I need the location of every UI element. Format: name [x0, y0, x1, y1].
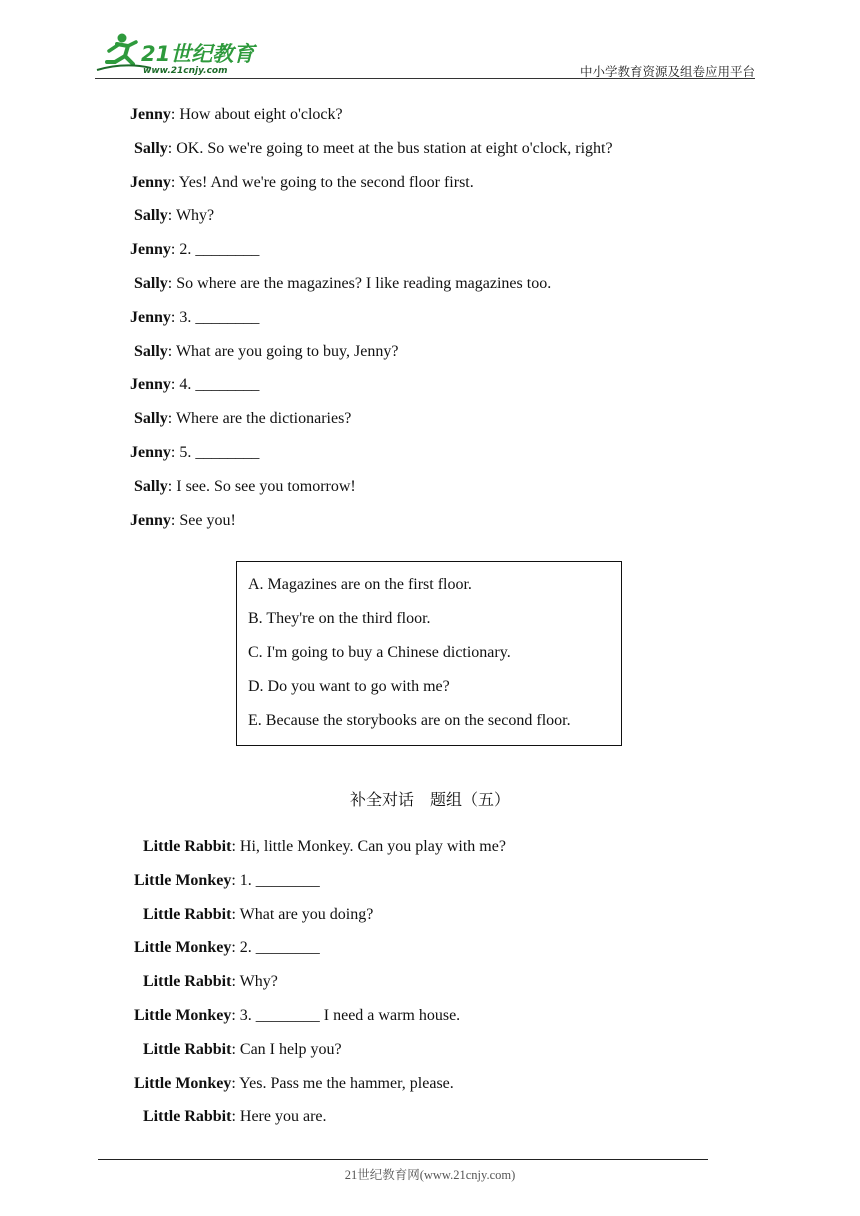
- dialogue-text: : What are you going to buy, Jenny?: [167, 342, 399, 360]
- header-divider: [95, 78, 755, 79]
- speaker-name: Little Rabbit: [143, 973, 232, 991]
- dialogue-text: : Where are the dictionaries?: [167, 410, 352, 428]
- speaker-name: Sally: [134, 342, 168, 360]
- dialogue-text: : 4. ________: [170, 376, 260, 394]
- dialogue-line: [143, 905, 373, 925]
- dialogue-line: [143, 1040, 342, 1060]
- option-a: A. Magazines are on the first floor.: [248, 576, 472, 593]
- dialogue-text: : Yes! And we're going to the second floor first.: [170, 173, 474, 191]
- speaker-name: Sally: [134, 275, 168, 292]
- dialogue-text: : So where are the magazines? I like reading magazines too.: [167, 275, 552, 292]
- speaker-name: Jenny: [130, 511, 171, 529]
- dialogue-text: : How about eight o'clock?: [170, 106, 343, 123]
- logo-sub-text: www.21cnjy.com: [143, 66, 228, 76]
- logo-runner-icon: [95, 32, 260, 76]
- speaker-name: Little Monkey: [134, 1074, 232, 1092]
- dialogue-line: [134, 938, 320, 958]
- dialogue-line: [130, 240, 259, 260]
- speaker-name: Little Rabbit: [143, 1108, 232, 1126]
- dialogue-line: [134, 274, 551, 294]
- page-header: [95, 28, 755, 78]
- dialogue-text: : Hi, little Monkey. Can you play with me?: [231, 838, 506, 855]
- dialogue-text: : Why?: [231, 973, 278, 991]
- dialogue-line: [134, 139, 613, 159]
- options-box: [236, 561, 622, 746]
- speaker-name: Little Monkey: [134, 1007, 232, 1024]
- footer-text: 21世纪教育网(www.21cnjy.com): [344, 1168, 516, 1182]
- speaker-name: Little Rabbit: [143, 838, 232, 855]
- dialogue-text: : 2. ________: [231, 939, 320, 957]
- speaker-name: Sally: [134, 410, 168, 428]
- logo-main-text: 21世纪教育: [141, 42, 255, 66]
- speaker-name: Jenny: [130, 173, 171, 191]
- footer-divider: [98, 1159, 708, 1160]
- speaker-name: Jenny: [130, 444, 171, 461]
- dialogue-text: : Can I help you?: [231, 1040, 342, 1058]
- dialogue-text: : 5. ________: [170, 444, 260, 461]
- dialogue-line: [130, 173, 474, 193]
- option-b: B. They're on the third floor.: [248, 610, 431, 627]
- speaker-name: Little Monkey: [134, 871, 232, 889]
- dialogue-text: : 2. ________: [170, 241, 260, 259]
- dialogue-text: : 3. ________ I need a warm house.: [231, 1007, 461, 1024]
- speaker-name: Sally: [134, 139, 168, 157]
- dialogue-line: [143, 972, 278, 992]
- dialogue-line: [134, 1006, 460, 1026]
- speaker-name: Little Rabbit: [143, 1040, 232, 1058]
- dialogue-line: [130, 308, 259, 328]
- dialogue-line: [143, 1107, 327, 1127]
- dialogue-line: [130, 443, 259, 463]
- dialogue-line: [134, 1074, 454, 1094]
- dialogue-line: [134, 871, 320, 891]
- dialogue-text: : Why?: [167, 207, 215, 225]
- speaker-name: Jenny: [130, 308, 171, 326]
- dialogue-line: [130, 511, 236, 531]
- speaker-name: Sally: [134, 207, 168, 225]
- dialogue-text: : What are you doing?: [231, 905, 374, 923]
- dialogue-text: : Here you are.: [231, 1108, 327, 1126]
- dialogue-text: : 3. ________: [170, 308, 260, 326]
- option-c: C. I'm going to buy a Chinese dictionary.: [248, 644, 511, 661]
- dialogue-text: : I see. So see you tomorrow!: [167, 477, 356, 495]
- dialogue-text: : Yes. Pass me the hammer, please.: [231, 1074, 454, 1092]
- dialogue-text: : 1. ________: [231, 871, 320, 889]
- option-d: D. Do you want to go with me?: [248, 678, 450, 695]
- speaker-name: Little Monkey: [134, 939, 232, 957]
- dialogue-text: : See you!: [170, 511, 236, 529]
- option-e: E. Because the storybooks are on the second floor.: [248, 712, 571, 729]
- section-title: 补全对话 题组（五）: [349, 790, 510, 809]
- dialogue-line: [130, 375, 259, 395]
- speaker-name: Jenny: [130, 376, 171, 394]
- logo: [95, 32, 260, 76]
- dialogue-line: [134, 342, 398, 362]
- dialogue-text: : OK. So we're going to meet at the bus station at eight o'clock, right?: [167, 139, 613, 157]
- dialogue-line: [143, 837, 506, 857]
- header-platform-text: 中小学教育资源及组卷应用平台: [579, 64, 755, 79]
- speaker-name: Sally: [134, 477, 168, 495]
- speaker-name: Jenny: [130, 106, 171, 123]
- dialogue-line: [134, 206, 214, 226]
- speaker-name: Little Rabbit: [143, 905, 232, 923]
- speaker-name: Jenny: [130, 241, 171, 259]
- dialogue-line: [134, 477, 356, 497]
- dialogue-line: [134, 409, 351, 429]
- dialogue-line: [130, 105, 343, 125]
